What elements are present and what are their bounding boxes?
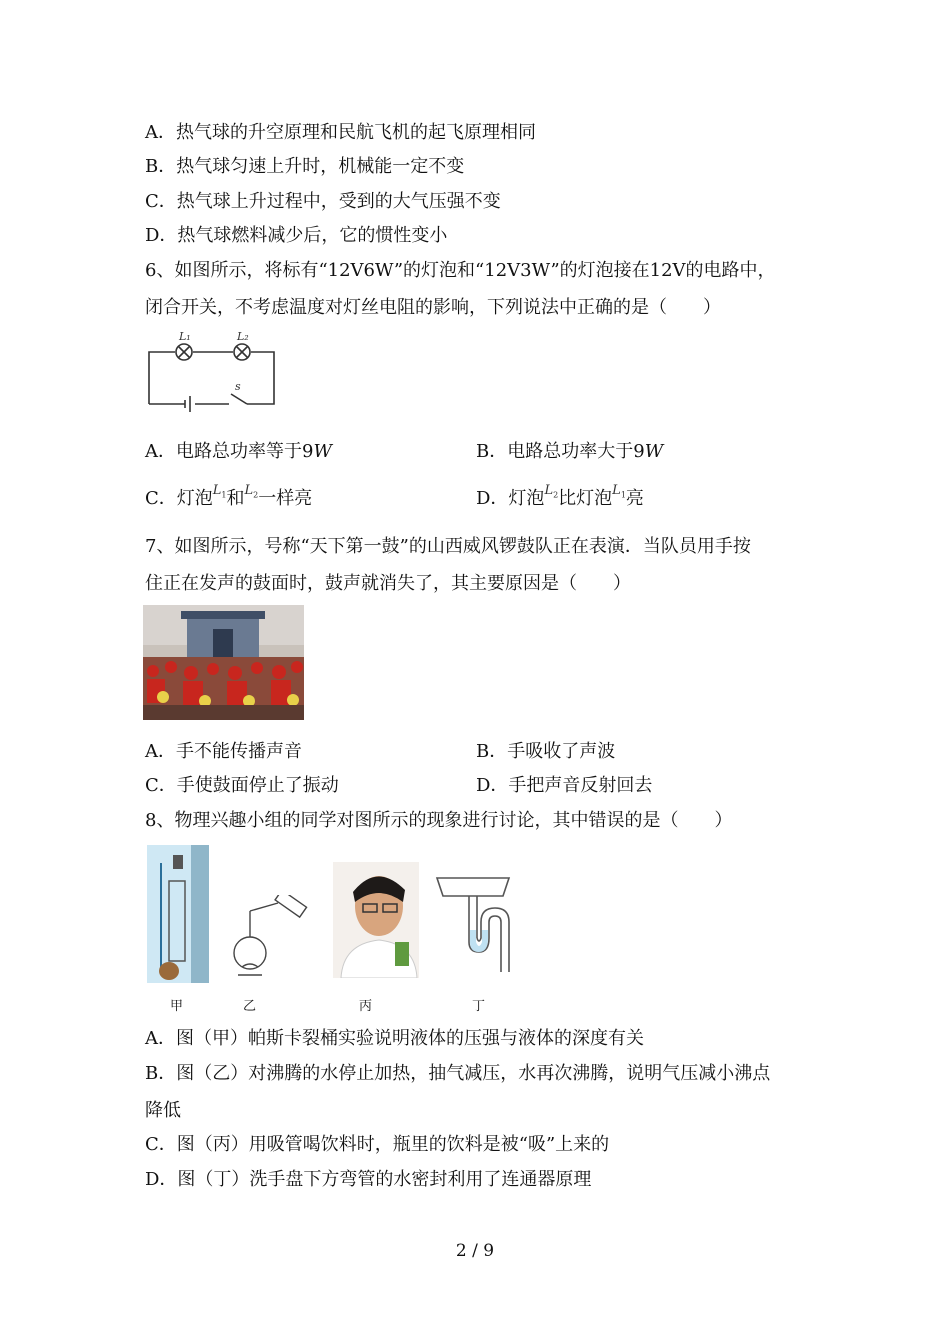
drum-team-photo xyxy=(143,605,304,720)
q8-option-d: D．图（丁）洗手盘下方弯管的水密封利用了连通器原理 xyxy=(145,1169,592,1190)
q8-stem: 8、物理兴趣小组的同学对图所示的现象进行讨论，其中错误的是（ ） xyxy=(145,810,733,831)
q6-stem-line2: 闭合开关，不考虑温度对灯丝电阻的影响，下列说法中正确的是（ ） xyxy=(145,297,721,318)
circuit-label-l2: L₂ xyxy=(237,330,249,343)
q7-stem-line1: 7、如图所示，号称“天下第一鼓”的山西威风锣鼓队正在表演．当队员用手按 xyxy=(145,536,751,557)
q8-option-b-line1: B．图（乙）对沸腾的水停止加热，抽气减压，水再次沸腾，说明气压减小沸点 xyxy=(145,1063,771,1084)
q7-option-c: C．手使鼓面停止了振动 xyxy=(145,775,339,796)
q7-option-a: A．手不能传播声音 xyxy=(145,741,302,762)
q5-option-d: D．热气球燃料减少后，它的惯性变小 xyxy=(145,225,448,246)
q7-option-b: B．手吸收了声波 xyxy=(476,741,616,762)
caption-bing: 丙 xyxy=(359,999,373,1014)
q6-option-c: C．灯泡$^{L_1}$和$^{L_2}$一样亮 xyxy=(145,483,313,509)
q8-option-a: A．图（甲）帕斯卡裂桶实验说明液体的压强与液体的深度有关 xyxy=(145,1028,644,1049)
q7-stem-line2: 住正在发声的鼓面时，鼓声就消失了，其主要原因是（ ） xyxy=(145,573,631,594)
q8-option-c: C．图（丙）用吸管喝饮料时，瓶里的饮料是被“吸”上来的 xyxy=(145,1134,610,1155)
q5-option-a: A．热气球的升空原理和民航飞机的起飞原理相同 xyxy=(145,122,536,143)
circuit-label-l1: L₁ xyxy=(179,330,191,343)
q5-option-c: C．热气球上升过程中，受到的大气压强不变 xyxy=(145,191,501,212)
q5-option-b: B．热气球匀速上升时，机械能一定不变 xyxy=(145,156,465,177)
caption-jia: 甲 xyxy=(170,999,184,1014)
figure-bing-boy-drinking xyxy=(333,862,419,978)
page-number: 2 / 9 xyxy=(455,1241,495,1261)
caption-ding: 丁 xyxy=(472,999,486,1014)
caption-yi: 乙 xyxy=(243,999,257,1014)
circuit-label-s: s xyxy=(235,380,241,393)
figure-yi-flask xyxy=(230,895,310,983)
q8-option-b-line2: 降低 xyxy=(145,1100,181,1121)
q7-option-d: D．手把声音反射回去 xyxy=(476,775,653,796)
q6-stem-line1: 6、如图所示，将标有“12V6W”的灯泡和“12V3W”的灯泡接在12V的电路中， xyxy=(145,260,776,281)
q6-option-d: D．灯泡$^{L_2}$比灯泡$^{L_1}$亮 xyxy=(476,483,644,509)
q6-option-b: B．电路总功率大于9W xyxy=(476,441,664,462)
figure-jia-pascal-barrel xyxy=(147,845,209,983)
q6-option-a: A．电路总功率等于9W xyxy=(145,441,332,462)
circuit-diagram xyxy=(143,328,279,412)
figure-ding-sink xyxy=(433,872,513,976)
